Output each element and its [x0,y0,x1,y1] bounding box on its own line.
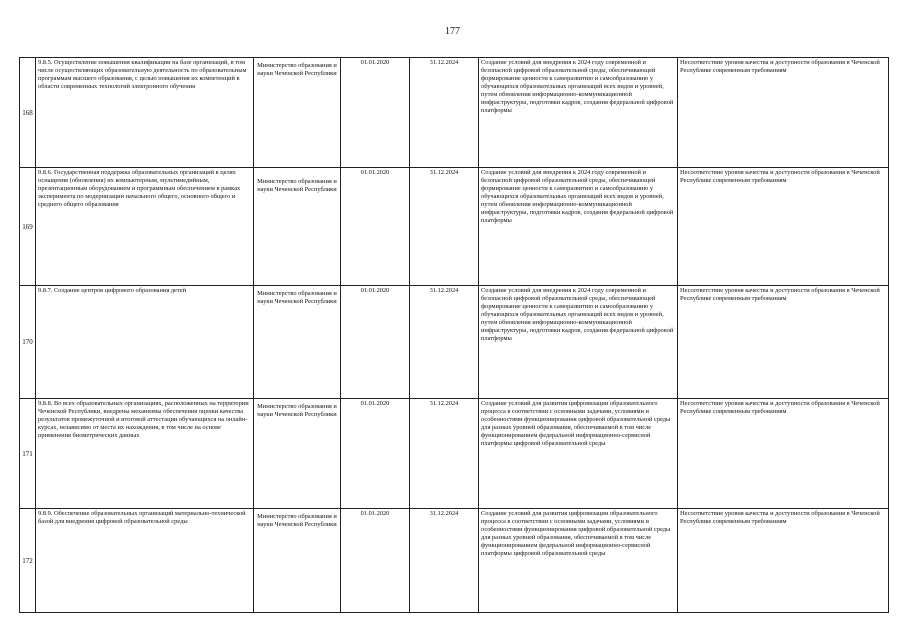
expected-result-cell: Создание условий для внедрения к 2024 году современной и безопасной цифровой образовательной среды, обеспечивающей формирование ценности к саморазвитию и самообразованию у обучающихся образовательных организаций всех видов и уровней, путем обновления информационно-коммуникационной инфраструктуры, подготовки кадров, создания федеральной цифровой платформы [479,286,678,399]
row-number: 171 [20,399,36,509]
executor-cell: Министерство образования и науки Чеченской Республики [254,168,341,286]
row-number: 172 [20,509,36,613]
expected-result-cell: Создание условий для внедрения к 2024 году современной и безопасной цифровой образовательной среды, обеспечивающей формирование ценности к саморазвитию и самообразованию у обучающихся образовательных организаций всех видов и уровней, путем обновления информационно-коммуникационной инфраструктуры, подготовки кадров, создания федеральной цифровой платформы [479,58,678,168]
end-date-cell: 31.12.2024 [410,286,479,399]
event-cell: 9.8.8. Во всех образовательных организациях, расположенных на территории Чеченской Республики, внедрены механизмы обеспечения оценки качества результатов промежуточной и итоговой аттестации обучающихся на онлайн-курсах, независимо от места их нахождения, в том числе на основе применения биометрических данных [36,399,254,509]
start-date-cell: 01.01.2020 [341,286,410,399]
start-date-cell: 01.01.2020 [341,399,410,509]
consequence-cell: Несоответствие уровня качества и доступности образования в Чеченской Республике современным требованиям [678,168,889,286]
executor-cell: Министерство образования и науки Чеченской Республики [254,58,341,168]
end-date-cell: 31.12.2024 [410,399,479,509]
table-row [20,286,889,399]
expected-result-cell: Создание условий для внедрения к 2024 году современной и безопасной цифровой образовательной среды, обеспечивающей формирование ценности к саморазвитию и самообразованию у обучающихся образовательных организаций всех видов и уровней, путем обновления информационно-коммуникационной инфраструктуры, подготовки кадров, создания федеральной цифровой платформы [479,168,678,286]
event-cell: 9.8.9. Обеспечение образовательных организаций материально-технической базой для внедрения цифровой образовательной среды [36,509,254,613]
event-cell: 9.8.7. Создание центров цифрового образования детей [36,286,254,399]
expected-result-cell: Создание условий для развития цифровизации образовательного процесса в соответствии с основными задачами, условиями и особенностями функционирования цифровой образовательной среды для разных уровней образования, обеспечиваемой в том числе функционированием федеральной информационно-сервисной платформы цифровой образовательной среды [479,509,678,613]
end-date-cell: 31.12.2024 [410,58,479,168]
executor-cell: Министерство образования и науки Чеченской Республики [254,286,341,399]
consequence-cell: Несоответствие уровня качества и доступности образования в Чеченской Республике современным требованиям [678,58,889,168]
table-row [20,399,889,509]
row-number: 168 [20,58,36,168]
page-number: 177 [445,26,460,37]
start-date-cell: 01.01.2020 [341,58,410,168]
consequence-cell: Несоответствие уровня качества и доступности образования в Чеченской Республике современным требованиям [678,286,889,399]
start-date-cell: 01.01.2020 [341,509,410,613]
event-cell: 9.8.6. Государственная поддержка образовательных организаций в целях оснащения (обновления) их компьютерным, мультимедийным, презентационным оборудованием и программным обеспечением в рамках эксперимента по модернизации начального общего, основного общего и среднего общего образования [36,168,254,286]
expected-result-cell: Создание условий для развития цифровизации образовательного процесса в соответствии с основными задачами, условиями и особенностями функционирования цифровой образовательной среды для разных уровней образования, обеспечиваемой в том числе функционированием федеральной информационно-сервисной платформы цифровой образовательной среды [479,399,678,509]
measures-table [19,57,889,613]
row-number: 170 [20,286,36,399]
consequence-cell: Несоответствие уровня качества и доступности образования в Чеченской Республике современным требованиям [678,399,889,509]
event-cell: 9.8.5. Осуществление повышения квалификации на базе организаций, в том числе осуществляющих образовательную деятельность по образовательным программам высшего образования, с целью повышения их компетенций в области современных технологий электронного обучения [36,58,254,168]
end-date-cell: 31.12.2024 [410,168,479,286]
executor-cell: Министерство образования и науки Чеченской Республики [254,509,341,613]
table-row [20,509,889,613]
consequence-cell: Несоответствие уровня качества и доступности образования в Чеченской Республике современным требованиям [678,509,889,613]
table-row [20,168,889,286]
executor-cell: Министерство образования и науки Чеченской Республики [254,399,341,509]
row-number: 169 [20,168,36,286]
table-row [20,58,889,168]
end-date-cell: 31.12.2024 [410,509,479,613]
start-date-cell: 01.01.2020 [341,168,410,286]
